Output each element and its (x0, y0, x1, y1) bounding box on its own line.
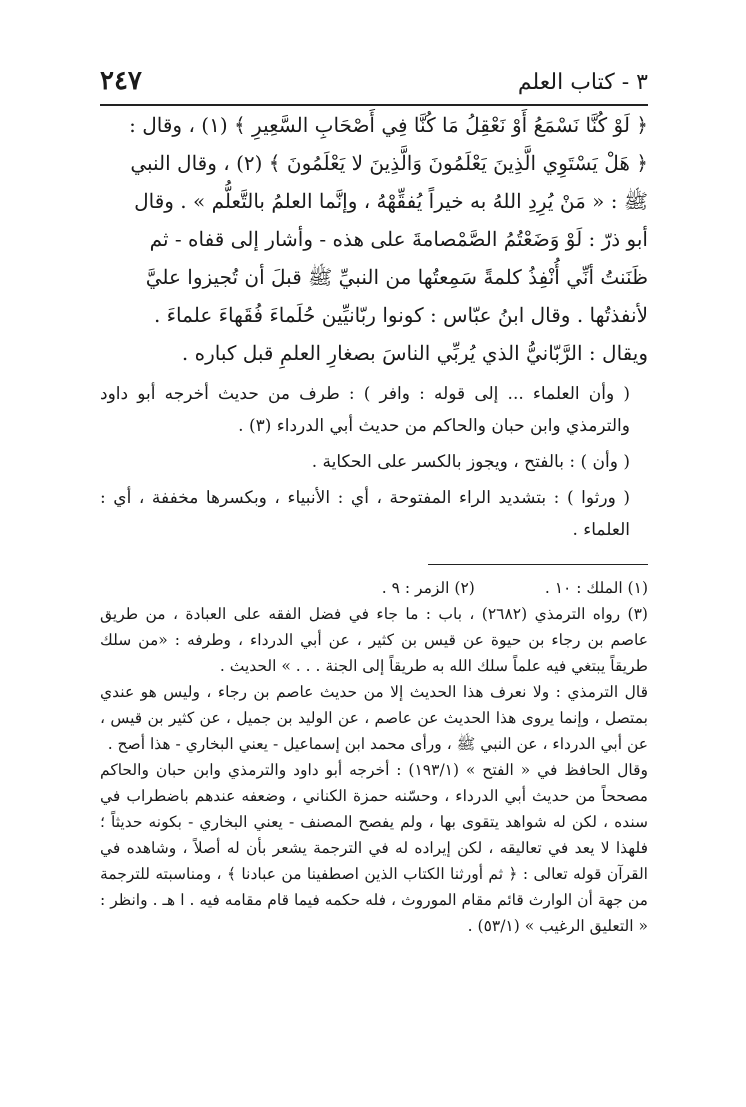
main-text (100, 106, 648, 372)
main-line: ظَنَنتُ أنِّي أُنْفِذُ كلمةً سَمِعتُها من النبيِّ ﷺ قبلَ أن تُجيزوا عليَّ (145, 265, 648, 289)
footnotes (100, 575, 648, 939)
footnote-3-paragraph: (٣) رواه الترمذي (٢٦٨٢) ، باب : ما جاء في فضل الفقه على العبادة ، من طريق عاصم بن رجاء بن حيوة عن قيس بن كثير ، عن أبي الدرداء ، وطرفه : «من سلك طريقاً يبتغي فيه علماً سلك الله به طريقاً إلى الجنة . . . » الحديث . (100, 605, 648, 675)
footnote-3-paragraph: وقال الحافظ في « الفتح » (١٩٣/١) : أخرجه أبو داود والترمذي وابن حبان والحاكم مصححاً من حديث أبي الدرداء ، وحسّنه حمزة الكناني ، وضعفه عندهم باضطراب في سنده ، لكن له شواهد يتقوى بها ، ولم يفصح المصنف - يعني البخاري - بكونه حديثاً ؛ فلهذا لا يعد في تعاليقه ، لكن إيراده له في الترجمة يشعر بأن له أصلاً ، وشاهده في القرآن قوله تعالى : ﴿ ثم أورثنا الكتاب الذين اصطفينا من عبادنا ﴾ ، ومناسبته للترجمة من جهة أن الوارث قائم مقام الموروث ، فله حكمه فيما قام مقامه فيه . ا هـ . وانظر : « التعليق الرغيب » (٥٣/١) . (100, 761, 648, 935)
chapter-title: ٣ - كتاب العلم (517, 70, 648, 95)
commentary-paragraph: ( ورثوا ) : بتشديد الراء المفتوحة ، أي : الأنبياء ، وبكسرها مخففة ، أي : العلماء . (100, 488, 630, 540)
page-number: ٢٤٧ (100, 66, 142, 96)
commentary-paragraph: ( وأن ) : بالفتح ، ويجوز بالكسر على الحكاية . (311, 452, 630, 472)
page-header (100, 64, 648, 106)
main-line: أبو ذرّ : لَوْ وَضَعْتُمُ الصَّمْصامةَ على هذه - وأشار إلى قفاه - ثم (149, 227, 648, 251)
commentary-paragraph: ( وأن العلماء ... إلى قوله : وافر ) : طرف من حديث أخرجه أبو داود والترمذي وابن حبان والحاكم من حديث أبي الدرداء (٣) . (100, 384, 630, 436)
footnote-row (100, 575, 648, 601)
main-line: ويقال : الرَّبّانيُّ الذي يُربِّي الناسَ بصغارِ العلمِ قبل كباره . (181, 341, 648, 365)
footnote-separator (428, 564, 648, 565)
main-line: ﷺ : « مَنْ يُرِدِ اللهُ به خيراً يُفقِّهْهُ ، وإنَّما العلمُ بالتَّعلُّم » . وقال (134, 189, 648, 213)
main-line: ﴿ هَلْ يَسْتَوِي الَّذِينَ يَعْلَمُونَ وَالَّذِينَ لا يَعْلَمُونَ ﴾ (٢) ، وقال النبي (130, 151, 648, 175)
page-body (100, 106, 648, 939)
commentary (100, 378, 648, 546)
footnote-3-paragraph: قال الترمذي : ولا نعرف هذا الحديث إلا من حديث عاصم بن رجاء ، وليس هو عندي بمتصل ، وإنما يروى هذا الحديث عن عاصم ، عن الوليد بن جميل ، عن كثير بن قيس ، عن أبي الدرداء ، عن النبي ﷺ ، ورأى محمد ابن إسماعيل - يعني البخاري - هذا أصح . (100, 683, 648, 753)
main-line: ﴿ لَوْ كُنَّا نَسْمَعُ أَوْ نَعْقِلُ مَا كُنَّا فِي أَصْحَابِ السَّعِيرِ ﴾ (١) ، وقال : (129, 113, 648, 137)
footnote-1: (١) الملك : ١٠ . (544, 579, 648, 597)
footnote-2: (٢) الزمر : ٩ . (381, 579, 475, 597)
main-line: لأنفذتُها . وقال ابنُ عبّاس : كونوا ربّانيِّين حُلَماءَ فُقَهاءَ علماءَ . (153, 303, 648, 327)
